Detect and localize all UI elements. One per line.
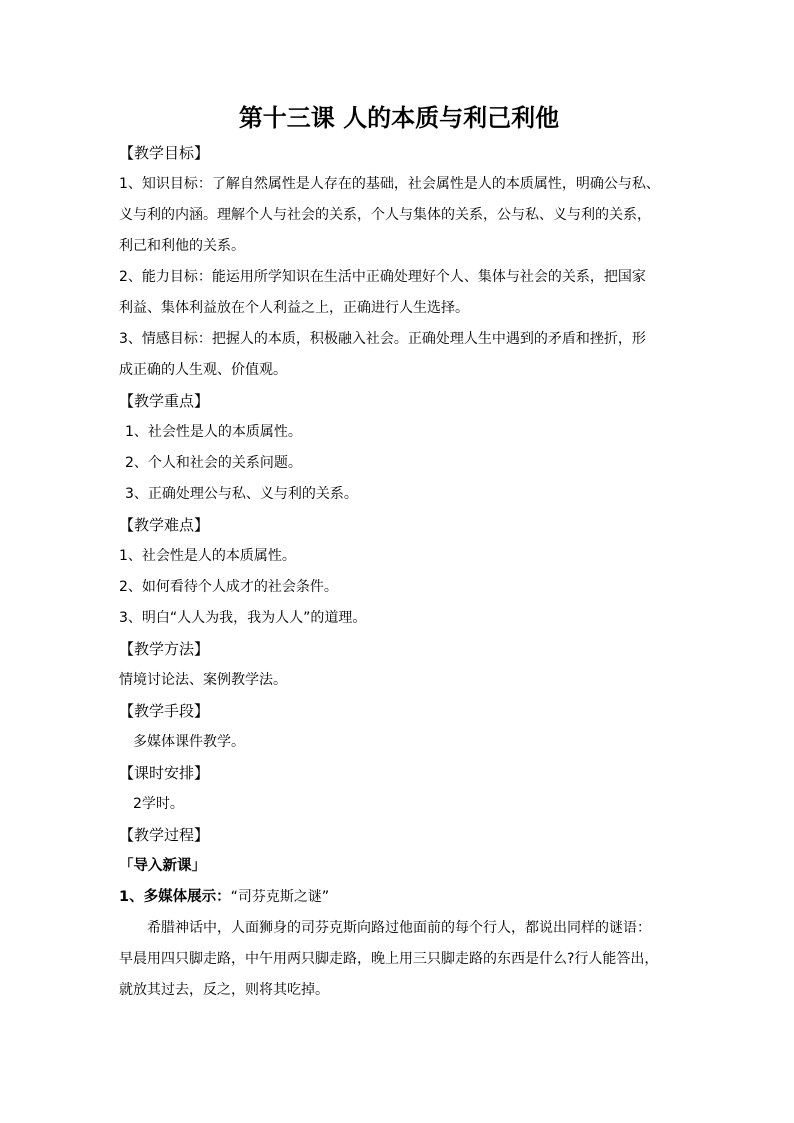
media-label: 1、多媒体展示： [119,889,231,905]
key-point-3: 3、正确处理公与私、义与利的关系。 [125,486,358,502]
document-page [119,98,679,1006]
means-heading: 【教学手段】 [119,702,210,720]
difficulties-heading: 【教学难点】 [119,516,210,534]
story-line-3: 就放其过去，反之，则将其吃掉。 [119,982,329,998]
story-line-2: 早晨用四只脚走路，中午用两只脚走路，晚上用三只脚走路的东西是什么?行人能答出， [119,951,659,967]
hours-text: 2学时。 [133,796,184,812]
goal-1-line-3: 利己和利他的关系。 [119,238,245,254]
goal-1-line-2: 义与利的内涵。理解个人与社会的关系，个人与集体的关系，公与私、义与利的关系， [119,207,651,223]
key-point-1: 1、社会性是人的本质属性。 [125,424,302,440]
document-title: 第十三课 人的本质与利己利他 [238,103,560,132]
goal-1-line-1: 1、知识目标：了解自然属性是人存在的基础，社会属性是人的本质属性，明确公与私、 [119,176,660,192]
difficulty-3: 3、明白“人人为我，我为人人”的道理。 [119,610,367,626]
goal-3-line-1: 3、情感目标：把握人的本质，积极融入社会。正确处理人生中遇到的矛盾和挫折，形 [119,331,646,347]
goal-2-line-2: 利益、集体利益放在个人利益之上，正确进行人生选择。 [119,300,469,316]
media-line [119,882,679,913]
goal-3-line-2: 成正确的人生观、价值观。 [119,362,287,378]
difficulty-2: 2、如何看待个人成才的社会条件。 [119,579,338,595]
methods-text: 情境讨论法、案例教学法。 [119,672,287,688]
hours-heading: 【课时安排】 [119,764,210,782]
process-heading: 【教学过程】 [119,826,210,844]
goals-heading: 【教学目标】 [119,144,210,162]
key-points-heading: 【教学重点】 [119,392,210,410]
media-title: “司芬克斯之谜” [230,889,330,905]
means-text: 多媒体课件教学。 [133,734,245,750]
difficulty-1: 1、社会性是人的本质属性。 [119,548,296,564]
intro-heading: 「导入新课」 [119,858,206,874]
story-line-1: 希腊神话中，人面狮身的司芬克斯向路过他面前的每个行人，都说出同样的谜语： [147,920,651,936]
goal-2-line-1: 2、能力目标：能运用所学知识在生活中正确处理好个人、集体与社会的关系，把国家 [119,269,646,285]
key-point-2: 2、个人和社会的关系问题。 [125,455,302,471]
methods-heading: 【教学方法】 [119,640,210,658]
